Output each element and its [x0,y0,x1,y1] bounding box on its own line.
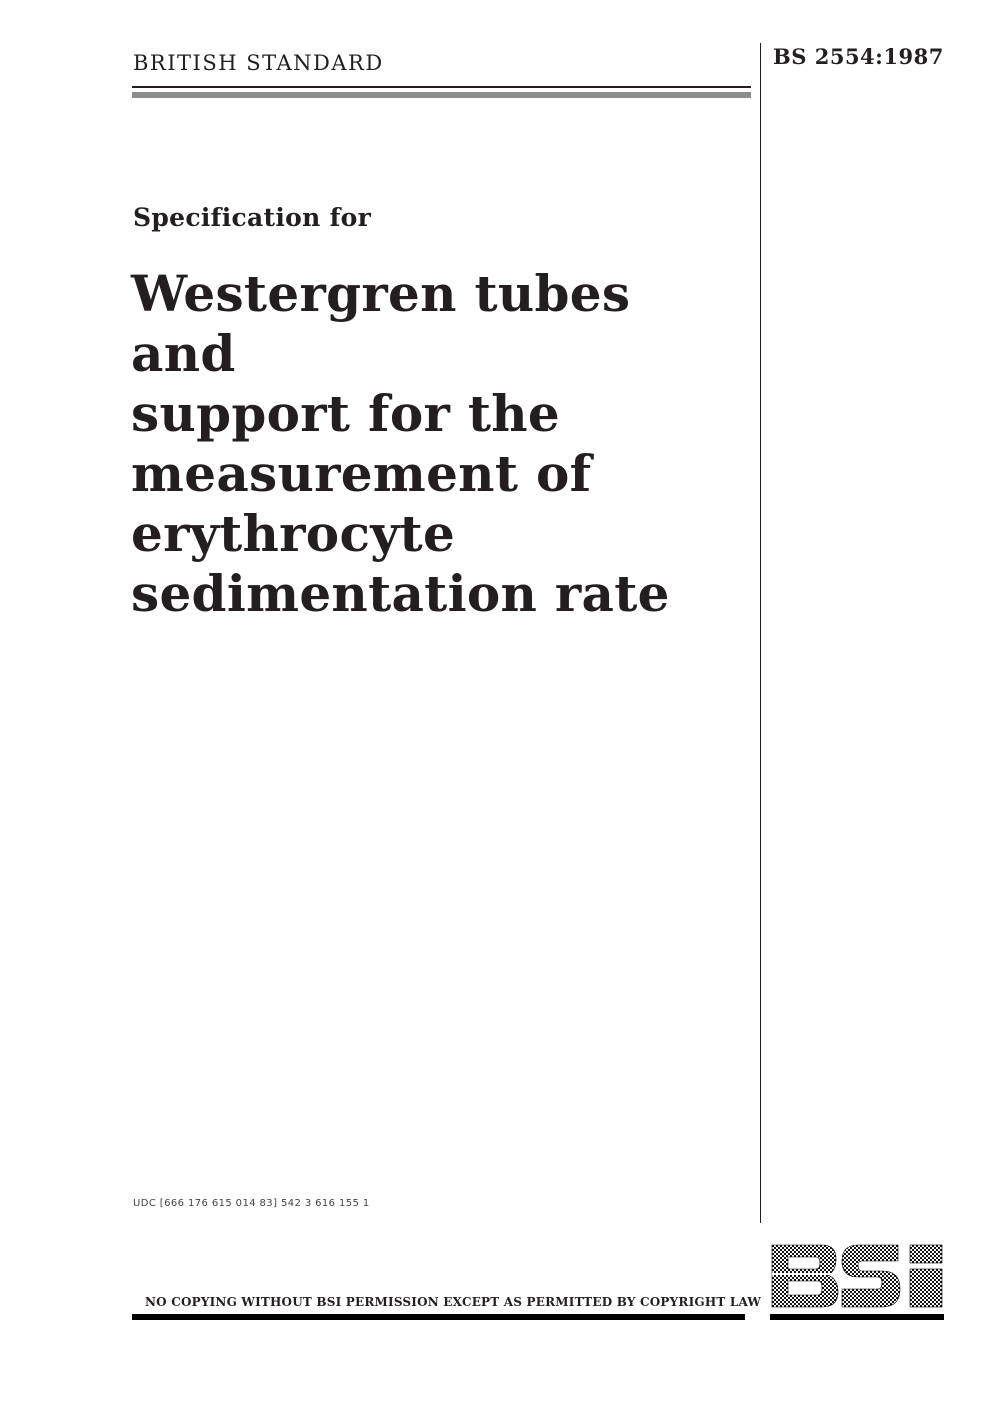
title-line: Westergren tubes and [131,264,631,383]
header-rule-thin [132,86,751,88]
series-label: BRITISH STANDARD [133,51,384,75]
footer-rule-left [132,1314,745,1320]
udc-classification: UDC [666 176 615 014 83] 542 3 616 155 1 [133,1198,370,1209]
standard-number: BS 2554:1987 [773,44,944,69]
title-line: support for the [131,384,560,443]
title-line: erythrocyte [131,504,456,563]
title-line: sedimentation rate [131,564,670,623]
document-subtitle: Specification for [133,203,372,232]
document-title [131,264,751,624]
copyright-notice: NO COPYING WITHOUT BSI PERMISSION EXCEPT AS PERMITTED BY COPYRIGHT LAW [145,1295,762,1309]
title-line: measurement of [131,444,592,503]
header-rule-grey [132,92,751,98]
vertical-divider [760,43,761,1223]
bsi-logo [770,1243,945,1309]
footer-rule-right [770,1314,944,1320]
